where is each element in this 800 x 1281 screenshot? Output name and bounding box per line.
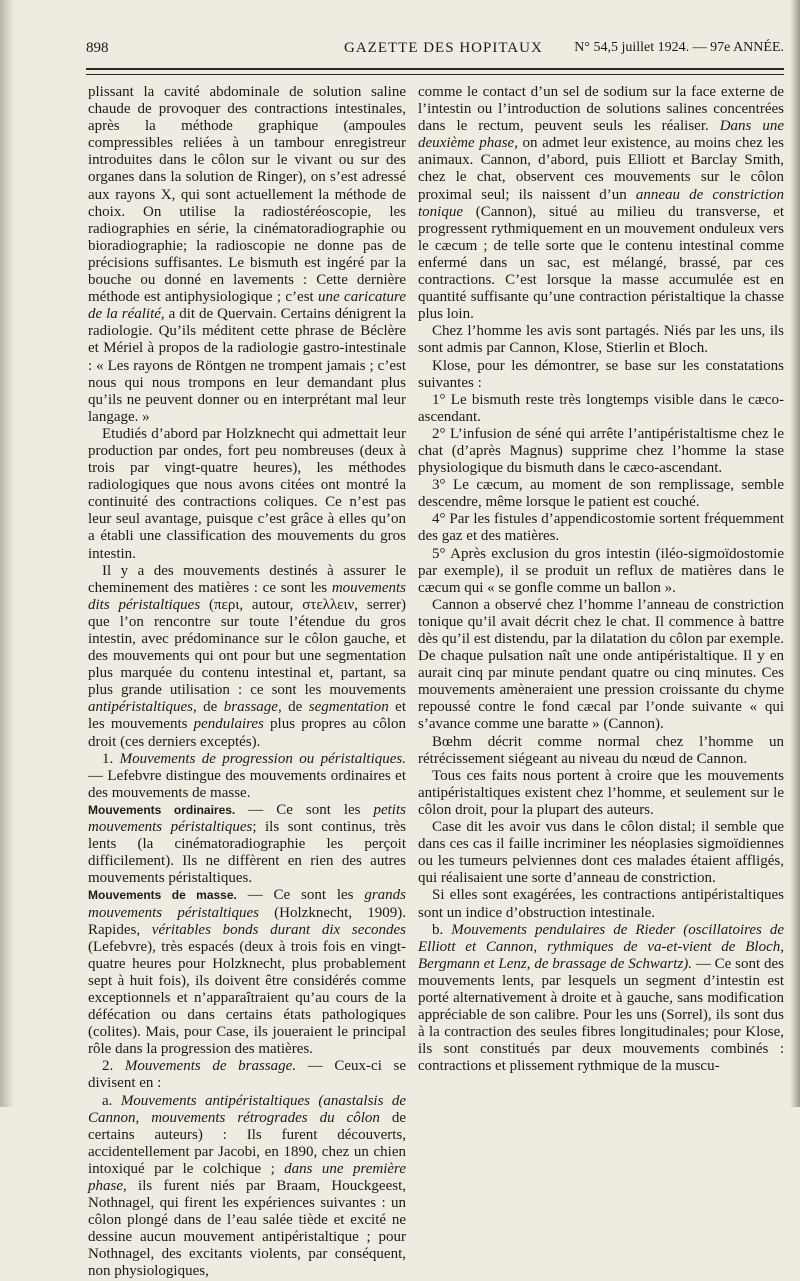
text-run: Chez l’homme les avis sont partagés. Niés par les uns, ils sont admis par Cannon, Klose, Stierlin et Bloch. (418, 323, 784, 357)
text-run: , de (193, 699, 224, 716)
text-run: (Lefebvre), très espacés (deux à trois fois en vingt-quatre heures pour Holzknecht, plus probablement sept à huit fois), ils doivent être considérés comme exceptionnels et n’apparaîtraient qu’au cours de la défécation ou dans certains états pathologiques (colites). Mais, pour Case, ils joueraient le principal rôle dans la progression des matières. (88, 938, 406, 1058)
text-run: (Holzknecht, 1909). Rapides, (88, 904, 406, 938)
text-run: Cannon a observé chez l’homme l’anneau de constriction tonique qu’il avait décrit chez le chat. Il commence à battre dès qu’il est distendu, par la dilatation du côlon par exemple. De chaque pulsation naît une onde antipéristaltique. Il y en aurait cinq par minute pendant quatre ou cinq minutes. Ces mouvements amèneraient une pression croissante du chyme repoussé contre le fond cæcal par l’onde suivante « qui s’avance comme une baratte » (Cannon). (418, 596, 784, 733)
italic-phrase: véritables bonds durant dix secondes (151, 921, 407, 938)
text-run: Bœhm décrit comme normal chez l’homme un rétrécissement siégeant au niveau du nœud de Cannon. (418, 733, 784, 767)
paragraph (88, 887, 406, 1058)
paragraph (88, 802, 406, 887)
italic-phrase: Mouvements antipéristaltiques (anastalsis de Cannon, mouvements rétrogrades du côlon (88, 1092, 406, 1126)
text-run: 4° Par les fistules d’appendicostomie sortent fréquemment des gaz et des matières. (418, 511, 784, 545)
italic-phrase: anneau de constriction tonique (418, 186, 784, 220)
paragraph (418, 84, 784, 323)
italic-phrase: Mouvements de brassage. (124, 1058, 297, 1075)
text-run: ; ils sont continus, très lents (la cinématoradiographie les perçoit difficilement). Ils ne diffèrent en rien des autres mouvements péristaltiques. (88, 819, 406, 887)
italic-phrase: dans une première phase (88, 1160, 406, 1194)
paragraph (418, 597, 784, 734)
italic-phrase: brassage (223, 699, 278, 716)
italic-phrase: petits mouvements péristaltiques (88, 801, 406, 836)
text-run: — Ce sont les (235, 801, 374, 818)
paragraph (88, 84, 406, 426)
italic-phrase: mouvements dits péristaltiques (88, 579, 406, 613)
italic-phrase: segmentation (308, 699, 389, 716)
run-in-heading: Mouvements de masse. (88, 888, 237, 903)
running-header (86, 36, 784, 60)
text-run: et les mouvements (88, 699, 406, 733)
text-run: Case dit les avoir vus dans le côlon distal; il semble que dans ces cas il faille incriminer les néoplasies sigmoïdiennes ou les tumeurs pelviennes dont ces malades étaient affligés, qui réalisaient une sorte d’anneau de constriction. (418, 819, 784, 887)
paragraph (418, 922, 784, 1076)
text-run: 2° L’infusion de séné qui arrête l’antipéristaltisme chez le chat (d’après Magnus) supprime chez l’homme la stase physiologique du bismuth dans le cæco-ascendant. (418, 425, 784, 477)
paragraph (418, 887, 784, 921)
text-run: Etudiés d’abord par Holzknecht qui admettait leur production par ondes, fort peu nombreuses (deux à trois par vingt-quatre heures), les méthodes radiologiques que nous avons citées ont montré la continuité des contractions coliques. Ce n’est pas leur seul avantage, puisque c’est grâce à elles qu’on a établi une classification des mouvements du gros intestin. (88, 425, 406, 562)
paragraph (88, 563, 406, 751)
header-rule (86, 68, 784, 75)
binding-shadow (0, 0, 14, 1107)
paragraph (418, 546, 784, 597)
paragraph (418, 477, 784, 511)
text-run: , a dit de Quervain. Certains dénigrent la radiologie. Qu’ils méditent cette phrase de Béclère et Mériel à propos de la radiologie gastro-intestinale : « Les rayons de Röntgen ne trompent jamais ; c’est nous qui nous trompons en leur demandant plus qu’ils ne peuvent donner ou en interprétant mal leur langage. » (88, 306, 406, 425)
paragraph (418, 734, 784, 768)
text-run: Klose, pour les démontrer, se base sur les constatations suivantes : (418, 357, 784, 391)
text-run: 5° Après exclusion du gros intestin (iléo-sigmoïdostomie par exemple), il se produit un reflux de matières dans le cæcum qui « se gonfle comme un ballon ». (418, 545, 784, 596)
italic-phrase: Dans une deuxième phase (418, 118, 784, 152)
italic-phrase: pendulaires (193, 716, 264, 733)
text-run: 1° Le bismuth reste très longtemps visible dans le cæco-ascendant. (418, 391, 784, 425)
journal-title: GAZETTE DES HOPITAUX (344, 40, 543, 56)
paragraph (418, 819, 784, 887)
paragraph (418, 426, 784, 477)
text-run: a. (102, 1092, 121, 1109)
paragraph (418, 511, 784, 545)
text-run: (περι, autour, στελλειν, serrer) que l’on rencontre sur toute l’étendue du gros intestin, avec prédominance sur le côlon gauche, et des mouvements qui ont pour but une segmentation plus marquée du contenu intestinal et, partant, sa plus grande utilisation : ce sont les mouvements (88, 596, 406, 699)
italic-phrase: Mouvements pendulaires de Rieder (oscillatoires de Elliott et Cannon, rythmiques de va-et-vient de Bloch, Bergmann et Lenz, de brassage de Schwartz). (418, 921, 784, 972)
text-run: — Lefebvre distingue des mouvements ordinaires et des mouvements de masse. (88, 767, 406, 801)
paragraph (418, 323, 784, 357)
paragraph (418, 358, 784, 392)
text-run: , on admet leur existence, au moins chez les animaux. Cannon, d’abord, puis Elliott et Barclay Smith, chez le chat, observent ces mouvements sur le côlon proximal seul; ils naissent d’un (418, 135, 784, 203)
text-run: comme le contact d’un sel de sodium sur la face externe de l’intestin ou l’introduction de solutions salines concentrées dans le rectum, peuvent seuls les réaliser. (418, 84, 784, 135)
text-run: , de (277, 699, 309, 716)
right-column (418, 84, 784, 1104)
text-run: 3° Le cæcum, au moment de son remplissage, semble descendre, même lorsque le patient est couché. (418, 477, 784, 511)
paragraph (88, 1093, 406, 1281)
text-run: , ils furent niés par Braam, Houckgeest, Nothnagel, qui firent les expériences suivantes : un côlon plongé dans de l’eau salée tiède et excité ne dessine aucun mouvement antipéristaltique ; pour Nothnagel, des excitants violents, par conséquent, non physiologiques, (88, 1178, 406, 1280)
text-run: plus propres au côlon droit (ces derniers exceptés). (88, 716, 406, 750)
run-in-heading: Mouvements ordinaires. (88, 802, 236, 817)
text-run: Si elles sont exagérées, les contractions antipéristaltiques sont un indice d’obstruction intestinale. (418, 887, 784, 921)
text-run: (Cannon), situé au milieu du transverse, et progressent rythmiquement en un mouvement onduleux vers le cæcum ; de telle sorte que le contenu intestinal comme enfermé dans un sac, est mélangé, brassé, par ces contractions. C’est lorsque la masse accumulée est en quantité suffisante qu’une contraction péristaltique la chasse plus loin. (418, 203, 784, 323)
text-run: plissant la cavité abdominale de solution saline chaude de provoquer des contractions intestinales, après la méthode graphique (ampoules compressibles reliées à un tambour enregistreur introduites dans le côlon sur le vivant ou sur des organes dans la solution de Ringer), on s’est adressé aux rayons X, qui sont actuellement la méthode de choix. On utilise la radiostéréoscopie, les radiographies en série, la cinématoradiographie ou bioradiographie; la radioscopie ne donne pas de précisions suffisantes. Le bismuth est ingéré par la bouche ou donné en lavements : Cette dernière méthode est antiphysiologique ; c’est (88, 84, 406, 306)
paragraph (88, 426, 406, 563)
page-number: 898 (86, 40, 109, 56)
italic-phrase: grands mouvements péristaltiques (88, 887, 406, 921)
text-run: de certains auteurs) : Ils furent découverts, accidentellement par Jacobi, en 1890, chez un chien intoxiqué par le colchique ; (88, 1109, 406, 1177)
paragraph (418, 768, 784, 819)
italic-phrase: une caricature de la réalité (88, 289, 406, 323)
text-run: — Ce sont des mouvements lents, par lesquels un segment d’intestin est porté alternativement à droite et à gauche, sans modification appréciable de son calibre. Pour les uns (Sorrel), ils sont dus à la contraction des seules fibres longitudinales; pour Klose, ils sont constitués par deux mouvements combinés : contractions et plissement rythmique de la muscu- (418, 955, 784, 1075)
text-run: Il y a des mouvements destinés à assurer le cheminement des matières : ce sont les (88, 562, 406, 596)
italic-phrase: antipéristaltiques (88, 699, 193, 716)
paragraph (88, 1058, 406, 1092)
italic-phrase: Mouvements de progression ou péristaltiques. (119, 750, 406, 767)
text-run: 2. (102, 1058, 125, 1075)
text-run: — Ce sont les (236, 887, 365, 904)
paragraph (418, 392, 784, 426)
text-run: 1. (102, 750, 120, 767)
issue-info: N° 54,5 juillet 1924. — 97e ANNÉE. (574, 40, 784, 55)
left-column (88, 84, 407, 1280)
paragraph (88, 751, 406, 802)
text-run: b. (432, 921, 452, 938)
page-edge-shadow (790, 0, 800, 1107)
text-run: Tous ces faits nous portent à croire que les mouvements antipéristaltiques existent chez l’homme, et seulement sur le côlon droit, pour la plupart des auteurs. (418, 767, 784, 818)
text-run: — Ceux-ci se divisent en : (88, 1058, 407, 1092)
